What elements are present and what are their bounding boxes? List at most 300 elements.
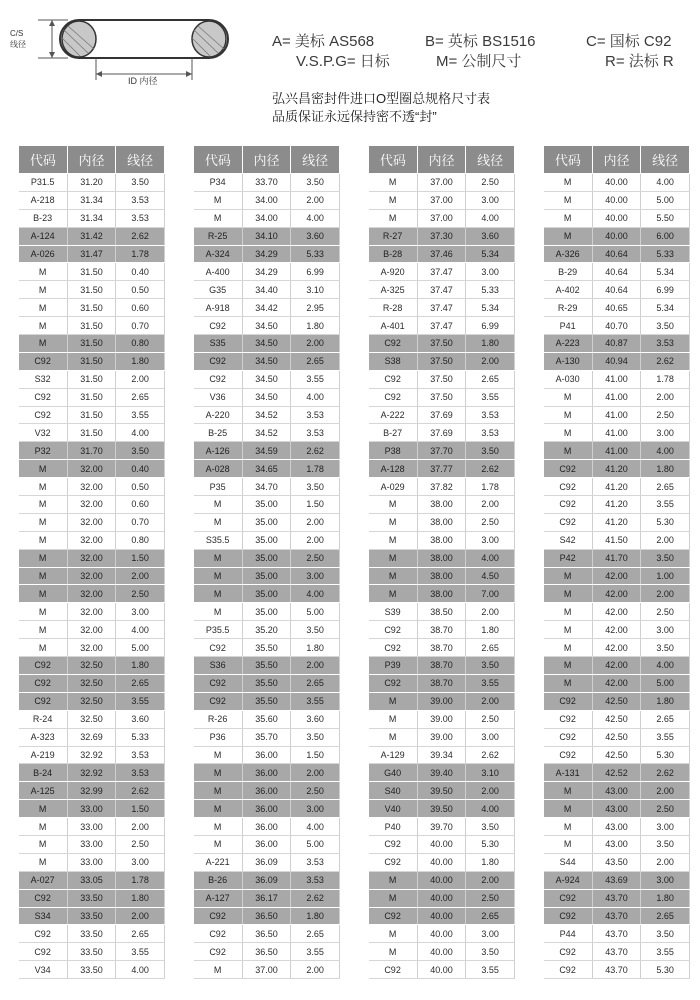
inner-diameter-cell: 38.00 <box>417 585 466 603</box>
legend-chinese: C= 国标 C92 <box>586 33 672 50</box>
table-row <box>369 603 515 621</box>
cross-section-cell: 2.50 <box>466 889 515 907</box>
inner-diameter-cell: 37.47 <box>417 263 466 281</box>
inner-diameter-cell: 35.00 <box>242 585 291 603</box>
table-row <box>544 335 690 353</box>
inner-diameter-cell: 33.00 <box>67 800 116 818</box>
cross-section-cell: 3.53 <box>466 424 515 442</box>
cross-section-cell: 3.50 <box>291 621 340 639</box>
legend-british: B= 英标 BS1516 <box>425 33 536 50</box>
table-row <box>369 245 515 263</box>
cross-section-cell: 3.00 <box>466 728 515 746</box>
code-cell: M <box>19 281 68 299</box>
code-cell: P34 <box>194 174 243 192</box>
cross-section-cell: 0.50 <box>116 478 165 496</box>
o-ring-cross-section-diagram <box>8 8 248 88</box>
cross-section-cell: 3.55 <box>641 943 690 961</box>
code-cell: M <box>369 549 418 567</box>
code-cell: C92 <box>544 692 593 710</box>
table-row <box>19 174 165 192</box>
code-cell: R-29 <box>544 299 593 317</box>
table-row <box>369 764 515 782</box>
table-header-row <box>19 146 165 174</box>
code-cell: A-924 <box>544 871 593 889</box>
inner-diameter-cell: 41.20 <box>592 513 641 531</box>
inner-diameter-cell: 41.00 <box>592 442 641 460</box>
code-cell: C92 <box>194 907 243 925</box>
code-cell: M <box>544 835 593 853</box>
column-header: 线径 <box>641 146 690 174</box>
table-row <box>544 764 690 782</box>
code-cell: M <box>369 710 418 728</box>
code-cell: C92 <box>544 961 593 979</box>
inner-diameter-cell: 31.50 <box>67 299 116 317</box>
inner-diameter-cell: 35.00 <box>242 603 291 621</box>
table-row <box>369 621 515 639</box>
cross-section-cell: 5.00 <box>641 674 690 692</box>
size-table <box>18 145 165 979</box>
cross-section-cell: 5.34 <box>641 263 690 281</box>
inner-diameter-cell: 43.70 <box>592 925 641 943</box>
cross-section-cell: 3.50 <box>641 639 690 657</box>
table-row <box>19 782 165 800</box>
inner-diameter-cell: 32.00 <box>67 513 116 531</box>
cross-section-cell: 1.50 <box>116 549 165 567</box>
table-row <box>19 585 165 603</box>
cross-section-cell: 1.78 <box>116 245 165 263</box>
inner-diameter-cell: 35.00 <box>242 567 291 585</box>
legend-american: A= 美标 AS568 <box>272 33 375 50</box>
code-cell: M <box>19 567 68 585</box>
cross-section-cell: 1.80 <box>466 335 515 353</box>
cross-section-cell: 2.95 <box>291 299 340 317</box>
column-header: 代码 <box>19 146 68 174</box>
column-header: 线径 <box>466 146 515 174</box>
table-row <box>194 424 340 442</box>
cross-section-cell: 2.00 <box>466 603 515 621</box>
code-cell: M <box>544 657 593 675</box>
page-title: 弘兴昌密封件进口O型圈总规格尺寸表 <box>272 91 491 106</box>
cross-section-cell: 1.50 <box>291 746 340 764</box>
size-table-4 <box>543 145 690 979</box>
cross-section-cell: 3.00 <box>291 800 340 818</box>
inner-diameter-cell: 41.00 <box>592 370 641 388</box>
cross-section-cell: 0.80 <box>116 531 165 549</box>
inner-diameter-cell: 35.50 <box>242 639 291 657</box>
table-row <box>369 692 515 710</box>
code-cell: B-23 <box>19 209 68 227</box>
cross-section-cell: 3.55 <box>466 961 515 979</box>
cross-section-cell: 6.99 <box>641 281 690 299</box>
table-row <box>544 621 690 639</box>
table-row <box>544 943 690 961</box>
table-row <box>544 674 690 692</box>
inner-diameter-cell: 32.50 <box>67 692 116 710</box>
code-cell: M <box>544 603 593 621</box>
inner-diameter-cell: 40.00 <box>417 889 466 907</box>
cross-section-cell: 1.78 <box>641 370 690 388</box>
code-cell: M <box>544 782 593 800</box>
cross-section-cell: 1.80 <box>641 460 690 478</box>
code-cell: M <box>369 191 418 209</box>
code-cell: S32 <box>19 370 68 388</box>
cross-section-cell: 1.80 <box>116 352 165 370</box>
cross-section-cell: 4.00 <box>291 388 340 406</box>
code-cell: B-24 <box>19 764 68 782</box>
code-cell: A-221 <box>194 853 243 871</box>
cross-section-cell: 3.53 <box>466 406 515 424</box>
inner-diameter-cell: 41.20 <box>592 478 641 496</box>
code-cell: M <box>544 639 593 657</box>
code-cell: M <box>194 496 243 514</box>
cross-section-cell: 5.34 <box>466 245 515 263</box>
inner-diameter-cell: 32.00 <box>67 567 116 585</box>
inner-diameter-cell: 41.70 <box>592 549 641 567</box>
code-cell: M <box>544 388 593 406</box>
cross-section-cell: 2.62 <box>641 352 690 370</box>
code-cell: M <box>194 818 243 836</box>
table-row <box>194 174 340 192</box>
inner-diameter-cell: 36.00 <box>242 835 291 853</box>
table-row <box>194 478 340 496</box>
inner-diameter-cell: 42.50 <box>592 728 641 746</box>
code-cell: A-026 <box>19 245 68 263</box>
cross-section-cell: 3.00 <box>641 818 690 836</box>
code-cell: M <box>194 585 243 603</box>
code-cell: A-324 <box>194 245 243 263</box>
table-row <box>369 424 515 442</box>
table-row <box>19 728 165 746</box>
code-cell: V32 <box>19 424 68 442</box>
code-cell: C92 <box>194 639 243 657</box>
inner-diameter-cell: 37.47 <box>417 281 466 299</box>
inner-diameter-cell: 38.00 <box>417 531 466 549</box>
table-row <box>194 460 340 478</box>
code-cell: M <box>194 782 243 800</box>
cross-section-cell: 4.00 <box>466 209 515 227</box>
table-row <box>19 424 165 442</box>
cross-section-cell: 5.34 <box>641 299 690 317</box>
table-row <box>544 209 690 227</box>
inner-diameter-cell: 35.50 <box>242 674 291 692</box>
table-row <box>194 692 340 710</box>
table-row <box>19 925 165 943</box>
cross-section-cell: 0.60 <box>116 496 165 514</box>
cross-section-cell: 2.50 <box>466 513 515 531</box>
cross-section-cell: 2.00 <box>116 567 165 585</box>
inner-diameter-cell: 32.00 <box>67 460 116 478</box>
table-row <box>194 925 340 943</box>
cross-section-cell: 2.00 <box>641 388 690 406</box>
code-cell: M <box>19 835 68 853</box>
cross-section-cell: 3.10 <box>291 281 340 299</box>
code-cell: A-223 <box>544 335 593 353</box>
size-table <box>193 145 340 979</box>
table-row <box>194 657 340 675</box>
table-row <box>194 567 340 585</box>
cross-section-cell: 3.00 <box>466 263 515 281</box>
cross-section-cell: 3.53 <box>116 746 165 764</box>
code-cell: M <box>544 442 593 460</box>
code-cell: M <box>19 496 68 514</box>
code-cell: M <box>194 191 243 209</box>
code-cell: C92 <box>544 478 593 496</box>
cross-section-cell: 3.53 <box>291 853 340 871</box>
code-cell: P35 <box>194 478 243 496</box>
inner-diameter-cell: 31.50 <box>67 317 116 335</box>
cross-section-cell: 3.00 <box>466 531 515 549</box>
inner-diameter-cell: 37.50 <box>417 370 466 388</box>
table-row <box>194 281 340 299</box>
code-cell: M <box>544 191 593 209</box>
code-cell: A-125 <box>19 782 68 800</box>
table-row <box>19 335 165 353</box>
code-cell: A-028 <box>194 460 243 478</box>
inner-diameter-cell: 32.00 <box>67 621 116 639</box>
inner-diameter-cell: 36.00 <box>242 800 291 818</box>
code-cell: P42 <box>544 549 593 567</box>
table-row <box>194 442 340 460</box>
inner-diameter-cell: 39.34 <box>417 746 466 764</box>
inner-diameter-cell: 40.64 <box>592 281 641 299</box>
cross-section-cell: 1.50 <box>116 800 165 818</box>
table-row <box>544 191 690 209</box>
inner-diameter-cell: 40.00 <box>417 961 466 979</box>
code-cell: C92 <box>369 961 418 979</box>
cross-section-cell: 1.80 <box>116 889 165 907</box>
cross-section-cell: 7.00 <box>466 585 515 603</box>
inner-diameter-cell: 31.50 <box>67 424 116 442</box>
cross-section-cell: 0.70 <box>116 513 165 531</box>
inner-diameter-cell: 40.00 <box>592 174 641 192</box>
table-row <box>544 531 690 549</box>
code-cell: R-28 <box>369 299 418 317</box>
cross-section-cell: 2.62 <box>116 227 165 245</box>
id-label: ID 内径 <box>128 76 158 86</box>
cross-section-cell: 1.78 <box>466 478 515 496</box>
inner-diameter-cell: 42.00 <box>592 674 641 692</box>
table-row <box>19 406 165 424</box>
table-row <box>369 889 515 907</box>
inner-diameter-cell: 39.50 <box>417 782 466 800</box>
inner-diameter-cell: 32.00 <box>67 639 116 657</box>
table-row <box>194 513 340 531</box>
code-cell: C92 <box>369 370 418 388</box>
table-row <box>194 621 340 639</box>
cross-section-cell: 3.50 <box>641 925 690 943</box>
table-row <box>194 317 340 335</box>
cross-section-cell: 3.55 <box>291 692 340 710</box>
inner-diameter-cell: 43.70 <box>592 889 641 907</box>
table-row <box>544 513 690 531</box>
table-row <box>19 853 165 871</box>
inner-diameter-cell: 32.92 <box>67 746 116 764</box>
table-row <box>544 424 690 442</box>
cross-section-cell: 2.00 <box>466 496 515 514</box>
inner-diameter-cell: 40.87 <box>592 335 641 353</box>
column-header: 内径 <box>592 146 641 174</box>
inner-diameter-cell: 34.50 <box>242 335 291 353</box>
cross-section-cell: 2.65 <box>291 925 340 943</box>
inner-diameter-cell: 42.50 <box>592 746 641 764</box>
code-cell: A-400 <box>194 263 243 281</box>
cross-section-cell: 5.30 <box>466 835 515 853</box>
code-cell: M <box>19 818 68 836</box>
table-row <box>544 549 690 567</box>
table-row <box>369 478 515 496</box>
code-cell: A-027 <box>19 871 68 889</box>
table-row <box>544 585 690 603</box>
inner-diameter-cell: 31.42 <box>67 227 116 245</box>
cross-section-cell: 1.00 <box>641 567 690 585</box>
table-row <box>194 406 340 424</box>
table-row <box>19 281 165 299</box>
cross-section-cell: 2.65 <box>466 907 515 925</box>
inner-diameter-cell: 37.47 <box>417 299 466 317</box>
code-cell: C92 <box>544 943 593 961</box>
code-cell: C92 <box>194 352 243 370</box>
table-row <box>369 549 515 567</box>
code-cell: A-128 <box>369 460 418 478</box>
table-row <box>544 657 690 675</box>
code-cell: A-131 <box>544 764 593 782</box>
cs-label-cn: 线径 <box>10 40 26 49</box>
inner-diameter-cell: 37.30 <box>417 227 466 245</box>
table-row <box>194 299 340 317</box>
inner-diameter-cell: 37.50 <box>417 335 466 353</box>
table-row <box>544 227 690 245</box>
inner-diameter-cell: 34.40 <box>242 281 291 299</box>
code-cell: R-25 <box>194 227 243 245</box>
inner-diameter-cell: 32.50 <box>67 710 116 728</box>
code-cell: P35.5 <box>194 621 243 639</box>
code-cell: M <box>19 549 68 567</box>
table-row <box>19 299 165 317</box>
table-row <box>544 352 690 370</box>
code-cell: A-323 <box>19 728 68 746</box>
inner-diameter-cell: 40.00 <box>592 209 641 227</box>
table-row <box>544 388 690 406</box>
code-cell: P36 <box>194 728 243 746</box>
column-header: 内径 <box>67 146 116 174</box>
code-cell: C92 <box>194 317 243 335</box>
code-cell: S36 <box>194 657 243 675</box>
inner-diameter-cell: 33.70 <box>242 174 291 192</box>
table-row <box>194 800 340 818</box>
inner-diameter-cell: 35.70 <box>242 728 291 746</box>
inner-diameter-cell: 33.50 <box>67 961 116 979</box>
table-row <box>19 460 165 478</box>
code-cell: R-24 <box>19 710 68 728</box>
header <box>0 0 700 140</box>
inner-diameter-cell: 43.50 <box>592 853 641 871</box>
table-row <box>19 943 165 961</box>
code-cell: S35.5 <box>194 531 243 549</box>
inner-diameter-cell: 35.00 <box>242 496 291 514</box>
code-cell: V40 <box>369 800 418 818</box>
code-cell: M <box>19 585 68 603</box>
table-row <box>19 692 165 710</box>
code-cell: M <box>369 209 418 227</box>
inner-diameter-cell: 35.00 <box>242 531 291 549</box>
table-row <box>369 209 515 227</box>
table-row <box>19 818 165 836</box>
table-row <box>194 871 340 889</box>
cross-section-cell: 1.80 <box>291 317 340 335</box>
cross-section-cell: 4.00 <box>641 442 690 460</box>
table-row <box>19 621 165 639</box>
table-row <box>194 263 340 281</box>
table-row <box>19 603 165 621</box>
size-table-3 <box>368 145 515 979</box>
code-cell: A-029 <box>369 478 418 496</box>
table-row <box>19 370 165 388</box>
table-row <box>19 657 165 675</box>
table-row <box>544 961 690 979</box>
inner-diameter-cell: 32.00 <box>67 585 116 603</box>
inner-diameter-cell: 34.52 <box>242 406 291 424</box>
cross-section-cell: 2.00 <box>641 531 690 549</box>
cross-section-cell: 2.00 <box>641 585 690 603</box>
inner-diameter-cell: 31.47 <box>67 245 116 263</box>
inner-diameter-cell: 33.00 <box>67 818 116 836</box>
column-header: 代码 <box>369 146 418 174</box>
inner-diameter-cell: 34.29 <box>242 263 291 281</box>
inner-diameter-cell: 41.20 <box>592 496 641 514</box>
code-cell: M <box>194 567 243 585</box>
code-cell: C92 <box>544 710 593 728</box>
inner-diameter-cell: 36.50 <box>242 907 291 925</box>
cross-section-cell: 2.62 <box>291 442 340 460</box>
inner-diameter-cell: 43.00 <box>592 800 641 818</box>
table-row <box>194 889 340 907</box>
cross-section-cell: 0.40 <box>116 460 165 478</box>
cross-section-cell: 2.65 <box>466 370 515 388</box>
code-cell: M <box>19 853 68 871</box>
code-cell: A-127 <box>194 889 243 907</box>
cross-section-cell: 3.00 <box>641 424 690 442</box>
inner-diameter-cell: 36.00 <box>242 818 291 836</box>
cross-section-cell: 2.62 <box>116 782 165 800</box>
inner-diameter-cell: 37.77 <box>417 460 466 478</box>
table-row <box>19 567 165 585</box>
code-cell: M <box>544 800 593 818</box>
inner-diameter-cell: 43.69 <box>592 871 641 889</box>
column-header: 代码 <box>194 146 243 174</box>
inner-diameter-cell: 33.00 <box>67 835 116 853</box>
code-cell: S42 <box>544 531 593 549</box>
inner-diameter-cell: 40.00 <box>417 943 466 961</box>
code-cell: S44 <box>544 853 593 871</box>
code-cell: R-26 <box>194 710 243 728</box>
inner-diameter-cell: 31.50 <box>67 352 116 370</box>
cross-section-cell: 2.00 <box>291 513 340 531</box>
code-cell: C92 <box>369 835 418 853</box>
code-cell: M <box>194 513 243 531</box>
table-row <box>19 496 165 514</box>
table-row <box>544 889 690 907</box>
table-row <box>194 370 340 388</box>
table-row <box>369 585 515 603</box>
table-row <box>544 782 690 800</box>
inner-diameter-cell: 32.69 <box>67 728 116 746</box>
code-cell: C92 <box>19 352 68 370</box>
inner-diameter-cell: 31.50 <box>67 263 116 281</box>
code-cell: C92 <box>19 388 68 406</box>
table-row <box>194 388 340 406</box>
code-cell: M <box>369 496 418 514</box>
table-row <box>369 281 515 299</box>
